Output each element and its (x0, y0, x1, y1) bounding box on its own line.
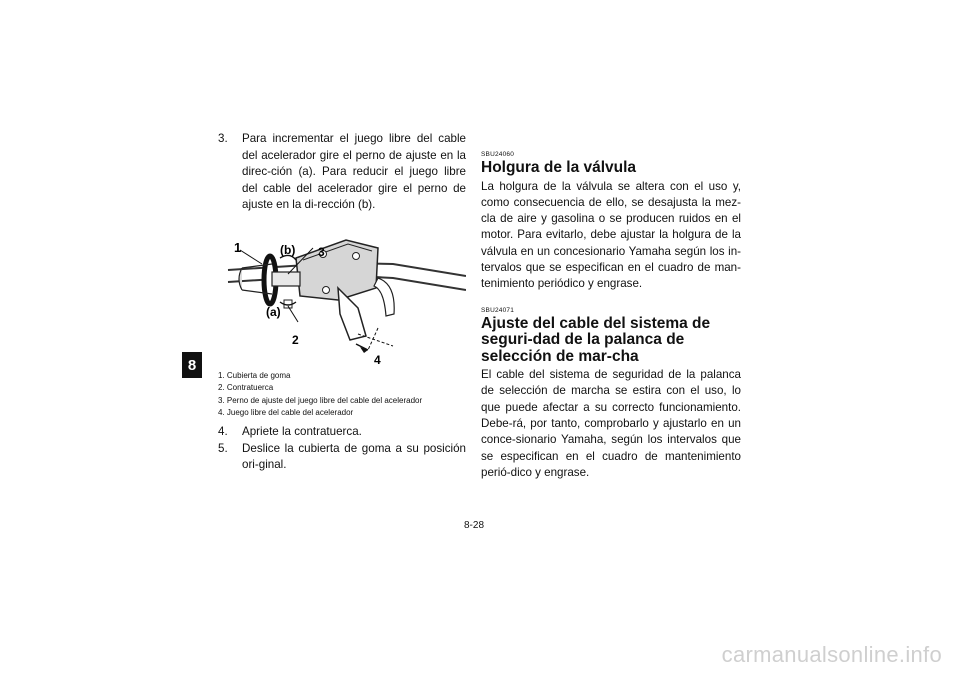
legend-item: 2. Contratuerca (218, 383, 274, 393)
step-text: Para incrementar el juego libre del cable del acelerador gire el perno de ajuste en la direc-ción (a). Para reducir el juego libre del cable del acelerador gire el perno de ajuste en la di-rección (b). (242, 132, 466, 212)
steps-continued (218, 424, 466, 474)
legend-item: 1. Cubierta de goma (218, 370, 291, 380)
left-column (218, 131, 466, 474)
section-valve-clearance (481, 151, 741, 293)
callout-2: 2 (292, 332, 299, 347)
figure-legend (218, 370, 466, 420)
section-safety-cable (481, 307, 741, 482)
callout-4: 4 (374, 352, 381, 367)
step-number: 5. (218, 441, 228, 455)
section-body: La holgura de la válvula se altera con el uso y, como consecuencia de ello, se desajusta la mez-cla de aire y gasolina o se producen ruidos en el motor. Para evitarlo, debe ajustar la holgura de la válvula en un concesionario Yamaha según los in-tervalos que se especifican en el cuadro de man-tenimiento periódico y engrase. (481, 179, 741, 291)
step-number: 3. (218, 132, 228, 145)
step-4 (218, 424, 466, 441)
callout-1: 1 (234, 239, 242, 255)
step-5 (218, 441, 466, 474)
page-number: 8-28 (464, 520, 485, 531)
throttle-illustration (218, 218, 466, 368)
section-code: SBU24060 (481, 151, 515, 158)
section-title: Ajuste del cable del sistema de seguri-dad de la palanca de selección de mar-cha (481, 314, 711, 365)
legend-item: 3. Perno de ajuste del juego libre del cable del acelerador (218, 395, 423, 405)
step-3 (218, 131, 466, 214)
callout-b: (b) (280, 242, 296, 257)
step-number: 4. (218, 424, 228, 438)
watermark: carmanualsonline.info (721, 642, 942, 667)
chapter-tab: 8 (182, 352, 202, 378)
callout-3: 3 (318, 244, 325, 259)
legend-item: 4. Juego libre del cable del acelerador (218, 408, 354, 418)
callout-a: (a) (266, 304, 281, 319)
step-text: Apriete la contratuerca. (242, 424, 362, 438)
right-column (481, 151, 741, 481)
section-code: SBU24071 (481, 306, 515, 314)
throttle-cable-figure (218, 218, 466, 368)
section-title: Holgura de la válvula (481, 159, 637, 176)
section-body: El cable del sistema de seguridad de la palanca de selección de marcha se estira con el uso, lo que puede afectar a su correcto funcionamiento. Debe-rá, por tanto, comprobarlo y ajustarlo en un conce-sionario Yamaha, según los intervalos que se especifican en el cuadro de mantenimiento perió-dico y engrase. (481, 368, 741, 479)
step-text: Deslice la cubierta de goma a su posición ori-ginal. (242, 441, 466, 472)
